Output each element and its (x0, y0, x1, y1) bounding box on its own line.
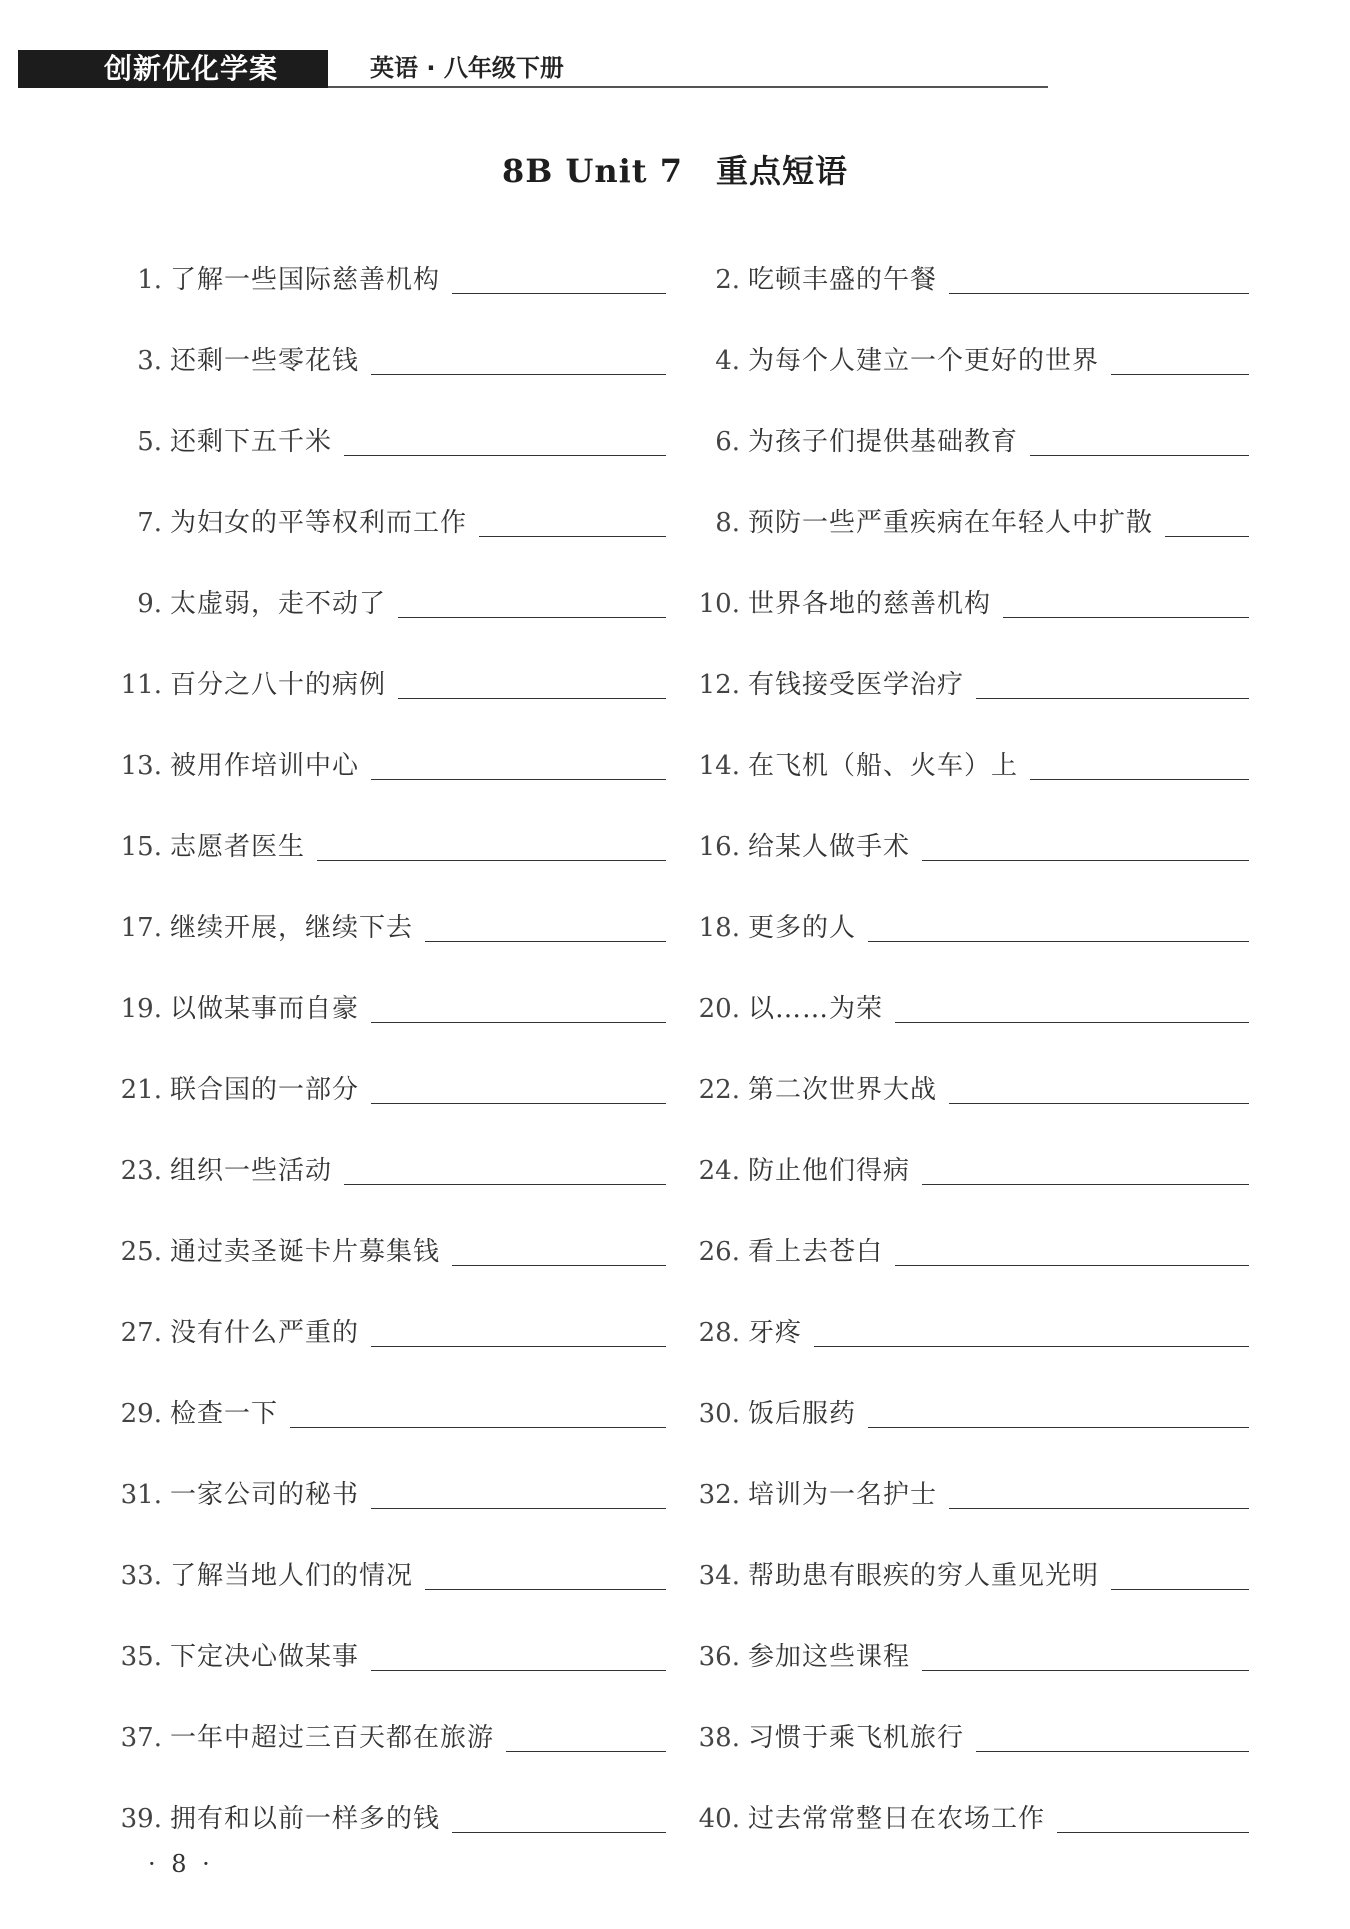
phrase-item (696, 823, 1249, 863)
phrase-text: 了解一些国际慈善机构 (170, 265, 441, 295)
phrase-item (696, 1714, 1249, 1754)
phrase-text: 帮助患有眼疾的穷人重见光明 (748, 1561, 1100, 1591)
phrase-text: 了解当地人们的情况 (170, 1561, 414, 1591)
item-number: 7. (137, 508, 162, 538)
phrase-item (696, 580, 1249, 620)
phrase-text: 志愿者医生 (170, 832, 306, 862)
item-number: 20. (698, 994, 740, 1024)
phrase-item (118, 1633, 666, 1673)
item-number: 12. (698, 670, 740, 700)
phrase-item (118, 580, 666, 620)
answer-blank[interactable] (371, 1081, 666, 1104)
phrase-item (118, 499, 666, 539)
item-number: 23. (120, 1156, 162, 1186)
phrase-text: 通过卖圣诞卡片募集钱 (170, 1237, 441, 1267)
phrase-text: 百分之八十的病例 (170, 670, 387, 700)
item-number: 31. (120, 1480, 162, 1510)
answer-blank[interactable] (371, 757, 666, 780)
phrase-text: 第二次世界大战 (748, 1075, 938, 1105)
phrase-text: 吃顿丰盛的午餐 (748, 265, 938, 295)
answer-blank[interactable] (371, 1486, 666, 1509)
answer-blank[interactable] (371, 1000, 666, 1023)
item-number: 10. (698, 589, 740, 619)
answer-blank[interactable] (452, 1243, 666, 1266)
item-number: 15. (120, 832, 162, 862)
phrase-text: 习惯于乘飞机旅行 (748, 1723, 965, 1753)
item-number: 37. (120, 1723, 162, 1753)
answer-blank[interactable] (398, 595, 666, 618)
phrase-text: 被用作培训中心 (170, 751, 360, 781)
phrase-text: 参加这些课程 (748, 1642, 911, 1672)
phrase-item (118, 1795, 666, 1835)
phrase-text: 为孩子们提供基础教育 (748, 427, 1019, 457)
answer-blank[interactable] (452, 1810, 666, 1833)
phrase-item (696, 1309, 1249, 1349)
phrase-item (696, 1390, 1249, 1430)
phrase-item (696, 1552, 1249, 1592)
answer-blank[interactable] (922, 1162, 1249, 1185)
phrase-text: 组织一些活动 (170, 1156, 333, 1186)
phrase-item (118, 1471, 666, 1511)
phrase-item (118, 1714, 666, 1754)
item-number: 6. (715, 427, 740, 457)
phrase-item (118, 742, 666, 782)
answer-blank[interactable] (1030, 757, 1249, 780)
item-number: 30. (698, 1399, 740, 1429)
answer-blank[interactable] (452, 271, 666, 294)
item-number: 16. (698, 832, 740, 862)
answer-blank[interactable] (922, 1648, 1249, 1671)
item-number: 3. (137, 346, 162, 376)
item-number: 2. (715, 265, 740, 295)
phrase-item (696, 661, 1249, 701)
subject-label: 英语 · 八年级下册 (370, 54, 564, 82)
phrase-item (696, 1066, 1249, 1106)
phrase-text: 牙疼 (748, 1318, 803, 1348)
phrase-text: 世界各地的慈善机构 (748, 589, 992, 619)
answer-blank[interactable] (1111, 352, 1249, 375)
phrase-item (118, 337, 666, 377)
answer-blank[interactable] (949, 1486, 1249, 1509)
item-number: 17. (120, 913, 162, 943)
answer-blank[interactable] (317, 838, 666, 861)
answer-blank[interactable] (976, 1729, 1249, 1752)
answer-blank[interactable] (1057, 1810, 1249, 1833)
phrase-text: 以……为荣 (748, 994, 884, 1024)
phrase-text: 有钱接受医学治疗 (748, 670, 965, 700)
phrase-item (696, 1471, 1249, 1511)
phrase-text: 没有什么严重的 (170, 1318, 360, 1348)
phrase-item (118, 1309, 666, 1349)
phrase-text: 为妇女的平等权利而工作 (170, 508, 468, 538)
answer-blank[interactable] (371, 1324, 666, 1347)
answer-blank[interactable] (344, 1162, 666, 1185)
answer-blank[interactable] (949, 1081, 1249, 1104)
phrase-item (696, 1147, 1249, 1187)
item-number: 40. (698, 1804, 740, 1834)
phrase-text: 预防一些严重疾病在年轻人中扩散 (748, 508, 1154, 538)
phrase-text: 一年中超过三百天都在旅游 (170, 1723, 495, 1753)
item-number: 14. (698, 751, 740, 781)
phrase-text: 为每个人建立一个更好的世界 (748, 346, 1100, 376)
phrase-item (696, 742, 1249, 782)
phrase-item (696, 1228, 1249, 1268)
answer-blank[interactable] (506, 1729, 666, 1752)
answer-blank[interactable] (1030, 433, 1249, 456)
phrase-item (118, 1390, 666, 1430)
phrase-text: 防止他们得病 (748, 1156, 911, 1186)
item-number: 21. (120, 1075, 162, 1105)
item-number: 32. (698, 1480, 740, 1510)
answer-blank[interactable] (1165, 514, 1249, 537)
phrase-item (696, 499, 1249, 539)
phrase-text: 过去常常整日在农场工作 (748, 1804, 1046, 1834)
answer-blank[interactable] (922, 838, 1249, 861)
answer-blank[interactable] (868, 919, 1249, 942)
brand-logo: 创新优化学案 (18, 50, 328, 88)
phrase-item (118, 1066, 666, 1106)
phrase-item (118, 904, 666, 944)
phrase-item (118, 1552, 666, 1592)
answer-blank[interactable] (895, 1243, 1249, 1266)
phrase-text: 继续开展，继续下去 (170, 913, 414, 943)
phrase-item (118, 256, 666, 296)
phrase-text: 还剩下五千米 (170, 427, 333, 457)
phrase-item (118, 661, 666, 701)
phrase-text: 检查一下 (170, 1399, 279, 1429)
phrase-text: 以做某事而自豪 (170, 994, 360, 1024)
item-number: 8. (715, 508, 740, 538)
item-number: 9. (137, 589, 162, 619)
answer-blank[interactable] (1111, 1567, 1249, 1590)
answer-blank[interactable] (398, 676, 666, 699)
item-number: 29. (120, 1399, 162, 1429)
item-number: 33. (120, 1561, 162, 1591)
phrase-text: 看上去苍白 (748, 1237, 884, 1267)
phrase-item (118, 418, 666, 458)
phrase-text: 在飞机（船、火车）上 (748, 751, 1019, 781)
phrase-item (696, 337, 1249, 377)
phrase-item (696, 985, 1249, 1025)
answer-blank[interactable] (814, 1324, 1249, 1347)
answer-blank[interactable] (371, 352, 666, 375)
answer-blank[interactable] (949, 271, 1249, 294)
item-number: 26. (698, 1237, 740, 1267)
phrase-item (696, 1633, 1249, 1673)
phrase-text: 培训为一名护士 (748, 1480, 938, 1510)
phrase-item (696, 904, 1249, 944)
answer-blank[interactable] (868, 1405, 1249, 1428)
answer-blank[interactable] (1003, 595, 1249, 618)
item-number: 13. (120, 751, 162, 781)
phrase-text: 饭后服药 (748, 1399, 857, 1429)
phrase-text: 下定决心做某事 (170, 1642, 360, 1672)
item-number: 1. (137, 265, 162, 295)
item-number: 18. (698, 913, 740, 943)
answer-blank[interactable] (371, 1648, 666, 1671)
item-number: 28. (698, 1318, 740, 1348)
phrase-text: 拥有和以前一样多的钱 (170, 1804, 441, 1834)
phrase-item (696, 256, 1249, 296)
item-number: 35. (120, 1642, 162, 1672)
page-number: · 8 · (148, 1850, 214, 1878)
item-number: 5. (137, 427, 162, 457)
page-title: 8B Unit 7 重点短语 (502, 152, 848, 190)
item-number: 39. (120, 1804, 162, 1834)
phrase-text: 一家公司的秘书 (170, 1480, 360, 1510)
answer-blank[interactable] (290, 1405, 666, 1428)
phrase-text: 太虚弱，走不动了 (170, 589, 387, 619)
phrase-item (118, 1228, 666, 1268)
phrase-item (696, 418, 1249, 458)
phrase-item (118, 985, 666, 1025)
phrase-item (118, 823, 666, 863)
phrase-text: 联合国的一部分 (170, 1075, 360, 1105)
item-number: 25. (120, 1237, 162, 1267)
answer-blank[interactable] (425, 1567, 666, 1590)
answer-blank[interactable] (425, 919, 666, 942)
item-number: 24. (698, 1156, 740, 1186)
item-number: 4. (715, 346, 740, 376)
answer-blank[interactable] (344, 433, 666, 456)
item-number: 27. (120, 1318, 162, 1348)
item-number: 36. (698, 1642, 740, 1672)
answer-blank[interactable] (895, 1000, 1249, 1023)
answer-blank[interactable] (479, 514, 666, 537)
phrase-text: 更多的人 (748, 913, 857, 943)
phrase-text: 给某人做手术 (748, 832, 911, 862)
item-number: 19. (120, 994, 162, 1024)
item-number: 22. (698, 1075, 740, 1105)
phrase-item (118, 1147, 666, 1187)
item-number: 11. (120, 670, 162, 700)
answer-blank[interactable] (976, 676, 1249, 699)
phrase-item (696, 1795, 1249, 1835)
phrase-text: 还剩一些零花钱 (170, 346, 360, 376)
item-number: 34. (698, 1561, 740, 1591)
item-number: 38. (698, 1723, 740, 1753)
